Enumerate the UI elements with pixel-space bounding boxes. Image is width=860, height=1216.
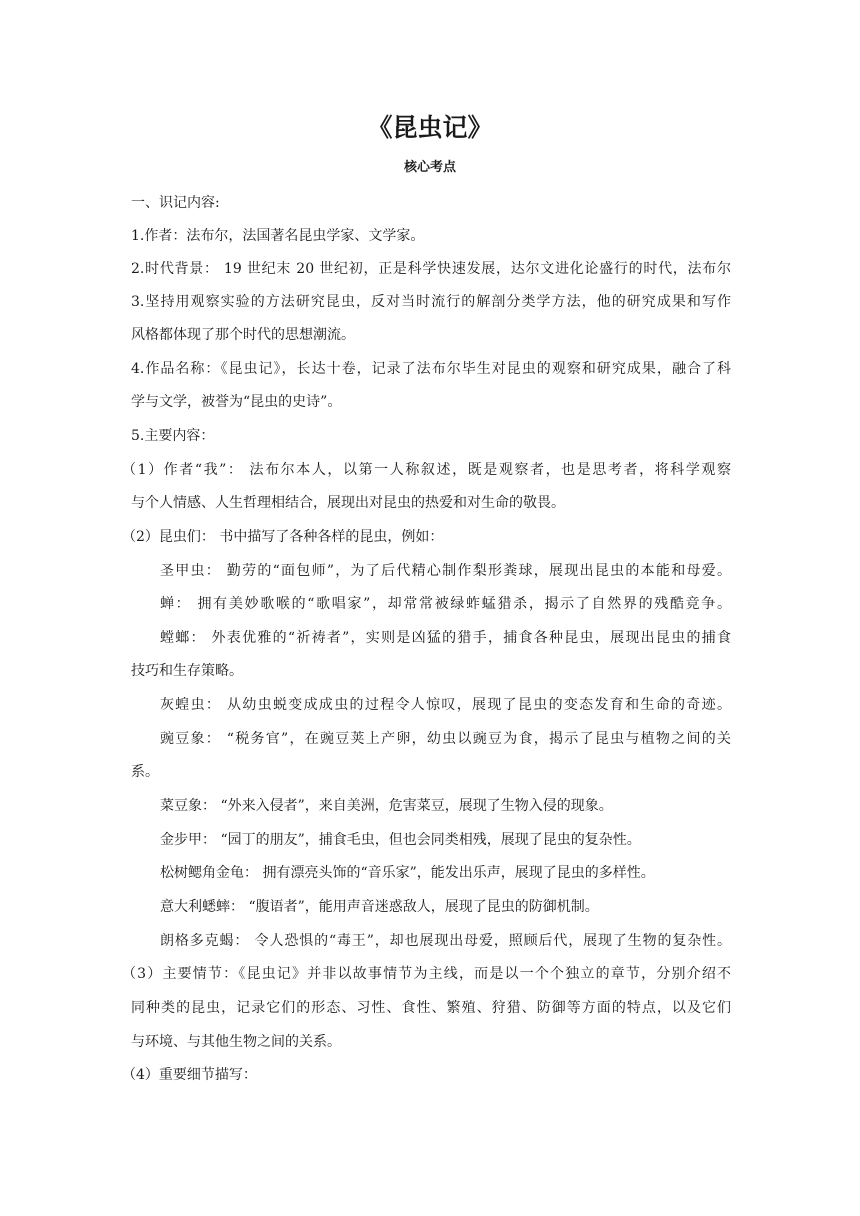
paragraph-line: 一、识记内容: [131,195,220,211]
paragraph-line: （4）重要细节描写： [122,1067,257,1083]
paragraph-line: 4.作品名称：《昆虫记》，长达十卷，记录了法布尔毕生对昆虫的观察和研究成果，融合了科 [131,361,731,377]
paragraph-line: 风格都体现了那个时代的思想潮流。 [131,327,355,343]
document-title: 《昆虫记》 [367,113,493,142]
paragraph-line: 朗格多克蝎： 令人恐惧的“毒王”，却也展现出母爱，照顾后代，展现了生物的复杂性。 [160,933,731,949]
paragraph-line: （2）昆虫们： 书中描写了各种各样的昆虫，例如： [122,529,444,545]
paragraph-line: （1）作者“我”： 法布尔本人，以第一人称叙述，既是观察者，也是思考者，将科学观察 [122,462,731,478]
paragraph-line: 技巧和生存策略。 [131,663,243,679]
paragraph-line: 蝉： 拥有美妙歌喉的“歌唱家”，却常常被绿蚱蜢猎杀，揭示了自然界的残酷竞争。 [160,596,731,612]
paragraph-line: （3）主要情节：《昆虫记》并非以故事情节为主线，而是以一个个独立的章节，分别介绍不 [122,966,731,982]
document-subtitle: 核心考点 [403,160,456,175]
paragraph-line: 与环境、与其他生物之间的关系。 [131,1034,341,1050]
paragraph-line: 与个人情感、人生哲理相结合，展现出对昆虫的热爱和对生命的敬畏。 [131,495,565,511]
paragraph-line: 同种类的昆虫，记录它们的形态、习性、食性、繁殖、狩猎、防御等方面的特点，以及它们 [131,1000,731,1016]
paragraph-line: 2.时代背景： 19 世纪末 20 世纪初，正是科学快速发展，达尔文进化论盛行的时代，法布尔 [131,261,731,277]
paragraph-line: 3.坚持用观察实验的方法研究昆虫，反对当时流行的解剖分类学方法，他的研究成果和写作 [131,294,731,310]
paragraph-line: 5.主要内容： [131,428,215,444]
paragraph-line: 系。 [131,764,159,780]
paragraph-line: 松树鳃角金龟： 拥有漂亮头饰的“音乐家”，能发出乐声，展现了昆虫的多样性。 [160,865,655,881]
paragraph-line: 学与文学，被誉为“昆虫的史诗”。 [131,394,342,410]
paragraph-line: 金步甲： “园丁的朋友”，捕食毛虫，但也会同类相残，展现了昆虫的复杂性。 [160,832,641,848]
paragraph-line: 螳螂： 外表优雅的“祈祷者”，实则是凶猛的猎手，捕食各种昆虫，展现出昆虫的捕食 [160,630,731,646]
paragraph-line: 菜豆象： “外来入侵者”，来自美洲，危害菜豆，展现了生物入侵的现象。 [160,798,613,814]
paragraph-line: 意大利蟋蟀： “腹语者”，能用声音迷惑敌人，展现了昆虫的防御机制。 [160,899,599,915]
paragraph-line: 豌豆象： “税务官”，在豌豆荚上产卵，幼虫以豌豆为食，揭示了昆虫与植物之间的关 [160,731,731,747]
paragraph-line: 1.作者：法布尔，法国著名昆虫学家、文学家。 [131,228,425,244]
paragraph-line: 圣甲虫： 勤劳的“面包师”，为了后代精心制作梨形粪球，展现出昆虫的本能和母爱。 [160,563,731,579]
paragraph-line: 灰蝗虫： 从幼虫蜕变成成虫的过程令人惊叹，展现了昆虫的变态发育和生命的奇迹。 [160,697,731,713]
